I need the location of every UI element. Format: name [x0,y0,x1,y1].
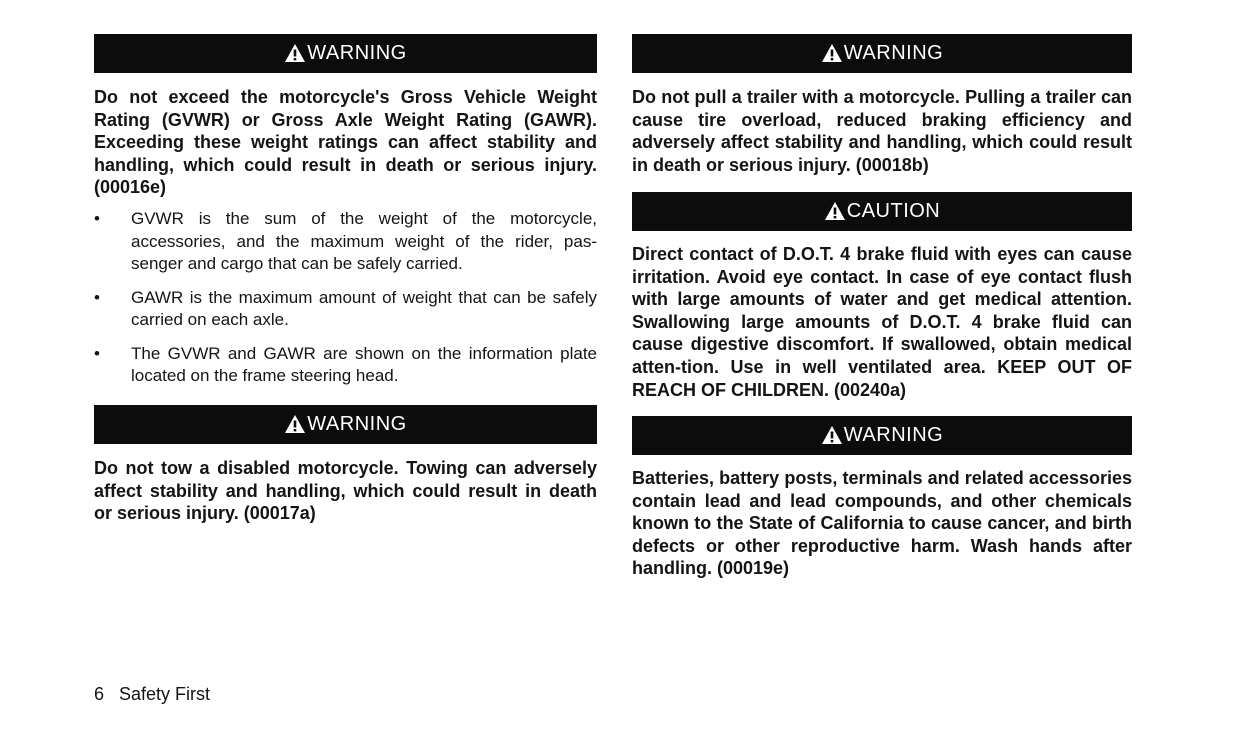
warning-banner [94,34,597,73]
warning-triangle-icon [284,43,306,63]
warning-banner-label: WARNING [843,42,944,64]
warning-triangle-icon [821,425,843,445]
bullet-icon: • [94,343,100,363]
list-item-text: GVWR is the sum of the weight of the motorcycle, accessories, and the maximum weight of the rider, pas-senger and cargo that can be safely carried. [131,209,597,273]
caution-banner [632,192,1132,231]
list-item [94,287,597,332]
page-footer [94,684,210,705]
warning-text: Batteries, battery posts, terminals and related accessories contain lead and lead compounds, and other chemicals known to the State of California to cause cancer, and birth defects or other reproductive harm. Wash hands after handling. (00019e) [632,468,1132,579]
section-title: Safety First [119,684,211,704]
warning-triangle-icon [824,201,846,221]
caution-text: Direct contact of D.O.T. 4 brake fluid with eyes can cause irritation. Avoid eye contact. In case of eye contact flush with large amounts of water and get medical attention. Swallowing large amounts of D.O.T. 4 brake fluid can cause digestive discomfort. If swallowed, obtain medical atten-tion. Use in well ventilated area. KEEP OUT OF REACH OF CHILDREN. (00240a) [632,244,1132,400]
bullet-icon: • [94,209,100,228]
list-item-text: GAWR is the maximum amount of weight that can be safely carried on each axle. [131,287,597,329]
warning-text: Do not pull a trailer with a motorcycle. Pulling a trailer can cause tire overload, reduced braking efficiency and adversely affect stability and handling, which could result in death or serious injury. (00018b) [632,87,1132,175]
warning-text: Do not exceed the motorcycle's Gross Vehicle Weight Rating (GVWR) or Gross Axle Weight Rating (GAWR). Exceeding these weight ratings can affect stability and handling, which could result in death or serious injury. (00016e) [94,87,597,198]
warning-banner-label: WARNING [307,413,407,435]
warning-banner [94,405,597,444]
page-number: 6 [94,684,105,704]
warning-banner-label: WARNING [843,424,944,446]
warning-triangle-icon [284,414,306,434]
list-item-text: The GVWR and GAWR are shown on the information plate located on the frame steering head. [131,343,597,385]
bullet-icon: • [94,287,100,307]
warning-banner-label: WARNING [307,42,407,64]
list-item [94,208,597,276]
caution-banner-label: CAUTION [846,200,941,222]
warning-text: Do not tow a disabled motorcycle. Towing can adversely affect stability and handling, which could result in death or serious injury. (00017a) [94,458,597,524]
warning-banner [632,34,1132,73]
warning-banner [632,416,1132,455]
warning-triangle-icon [821,43,843,63]
list-item [94,343,597,388]
weight-rating-list [94,208,597,388]
